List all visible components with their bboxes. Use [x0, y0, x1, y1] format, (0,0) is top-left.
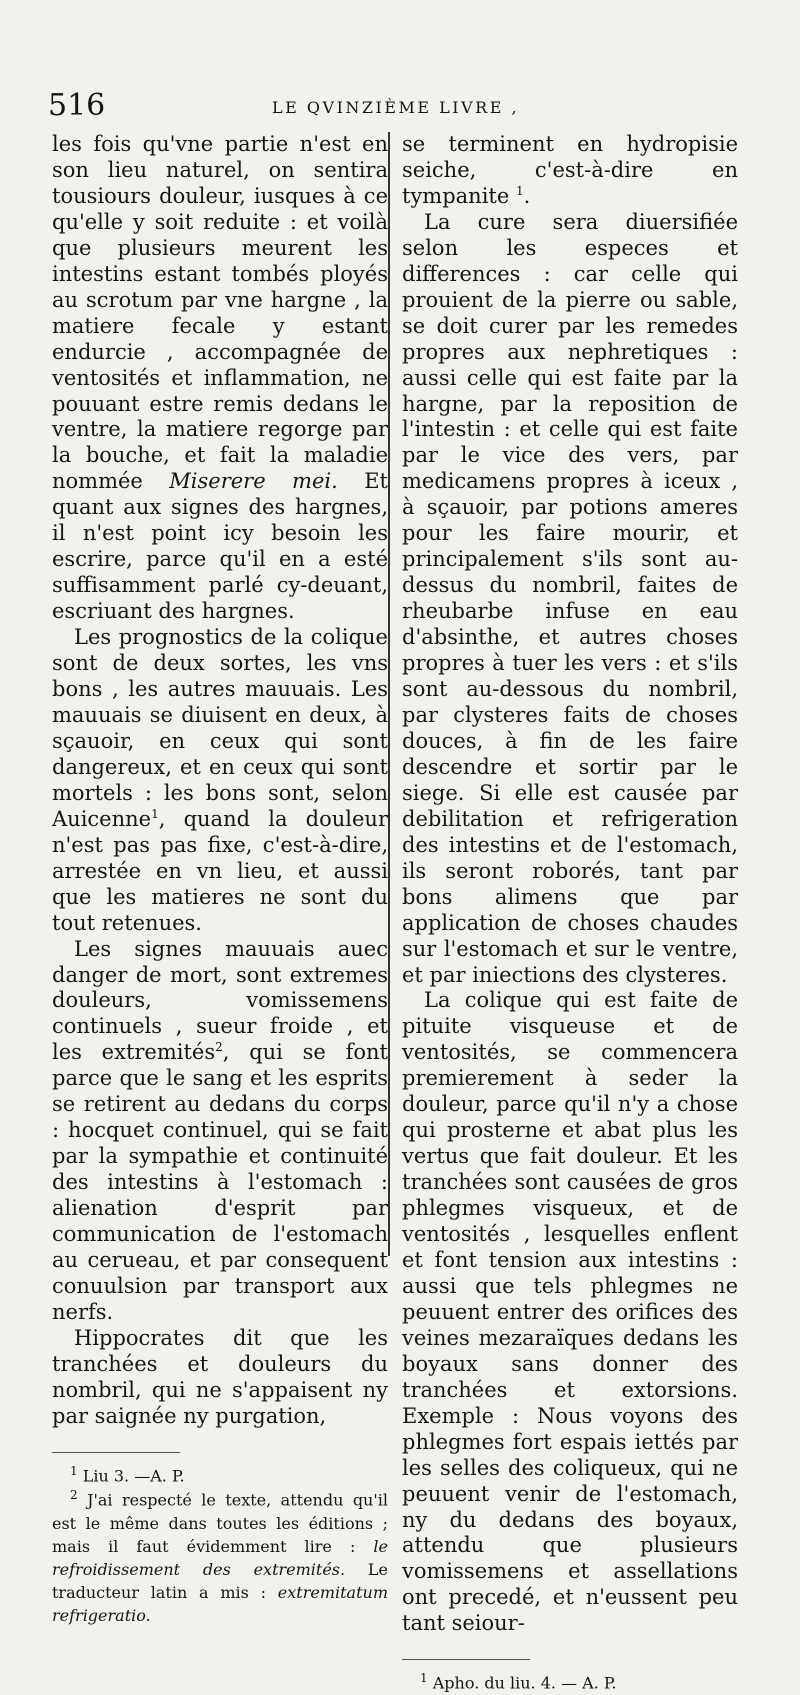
left-paragraph-4: Hippocrates dit que les tranchées et douleurs du nombril, qui ne s'appaisent ny par saignée ny purgation,: [52, 1325, 388, 1428]
left-column: [52, 132, 388, 1628]
right-paragraph-1: [402, 132, 738, 210]
footnote-2: [52, 1487, 388, 1627]
footnote-1: [52, 1463, 388, 1488]
right-paragraph-1-text: se terminent en hydropisie seiche, c'est-à-dire en tympanite: [402, 132, 738, 208]
footnote-2-text: J'ai respecté le texte, attendu qu'il est le même dans toutes les éditions ; mais il faut évidemment lire :: [52, 1490, 388, 1556]
footnote-rule: [52, 1452, 180, 1453]
right-column: [402, 132, 738, 1695]
footnote-1-marker: 1: [70, 1463, 78, 1478]
footnote-ref-right-1: 1: [515, 183, 524, 198]
left-paragraph-1-text-after: Et quant aux signes des hargnes, il n'est point icy besoin les escrire, parce qu'il en a esté suffisamment parlé cy-deuant, escriuant des hargnes.: [52, 469, 388, 624]
left-paragraph-1-italic: Miserere mei.: [169, 469, 338, 494]
footnote-rule-right: [402, 1659, 530, 1660]
footnote-ref-2: 2: [215, 1040, 223, 1055]
footnote-2-italic: le refroidissement des extremités.: [52, 1536, 388, 1580]
left-paragraph-2-text-after: , quand la douleur n'est pas pas fixe, c'est-à-dire, arrestée en vn lieu, et aussi que les matieres ne sont du tout retenues.: [52, 806, 388, 935]
right-paragraph-1-end: .: [523, 183, 531, 208]
footnote-2-italic-2: extremitatum refrigeratio.: [52, 1583, 388, 1626]
right-paragraph-2: La cure sera diuersifiée selon les especes et differences : car celle qui prouient de la pierre ou sable, se doit curer par les remedes propres aux nephretiques : aussi celle qui est faite par la hargne, par la reposition de l'intestin : et celle qui est faite par le vice des vers, par medicamens propres à iceux , à sçauoir, par potions ameres pour les faire mourir, et principalement s'ils sont au-dessus du nombril, faites de rheubarbe infuse en eau d'absinthe, et autres choses propres à tuer les vers : et s'ils sont au-dessous du nombril, par clysteres faits de choses douces, à fin de les faire descendre et sortir par le siege. Si elle est causée par debilitation et refrigeration des intestins et de l'estomach, ils seront roborés, tant par bons alimens que par application de choses chaudes sur l'estomach et sur le ventre, et par iniections des clysteres.: [402, 209, 738, 987]
left-paragraph-2: [52, 625, 388, 936]
page-number: 516: [48, 88, 106, 123]
left-paragraph-2-text: Les prognostics de la colique sont de deux sortes, les vns bons , les autres mauuais. Les mauuais se diuisent en deux, à sçauoir, en ceux qui sont dangereux, et en ceux qui sont mortels : les bons sont, selon Auicenne: [52, 625, 388, 831]
left-paragraph-3: [52, 937, 388, 1326]
left-paragraph-3-text: Les signes mauuais auec danger de mort, sont extremes douleurs, vomissemens continuels , sueur froide , et les extremités: [52, 936, 388, 1065]
left-paragraph-3-text-after: , qui se font parce que le sang et les esprits se retirent au dedans du corps : hocquet continuel, qui se fait par la sympathie et continuité des intestins à l'estomach : alienation d'esprit par communication de l'estomach au cerueau, et par consequent conuulsion par transport aux nerfs.: [52, 1040, 388, 1324]
right-paragraph-3: La colique qui est faite de pituite visqueuse et de ventosités, se commencera premierement à seder la douleur, parce qu'il n'y a chose qui prosterne et abat plus les vertus que fait douleur. Et les tranchées sont causées de gros phlegmes visqueux, et de ventosités , lesquelles enflent et font tension aux intestins : aussi que tels phlegmes ne peuuent entrer des orifices des veines mezaraïques dedans les boyaux sans donner des tranchées et extorsions. Exemple : Nous voyons des phlegmes fort espais iettés par les selles des coliqueux, qui ne peuuent venir de l'estomach, ny du dedans des boyaux, attendu que plusieurs vomissemens et assellations ont precedé, et n'eussent peu tant seiour-: [402, 988, 738, 1636]
footnote-right-1: [402, 1670, 738, 1695]
column-divider: [388, 132, 390, 1256]
footnote-right-1-marker: 1: [420, 1671, 428, 1686]
footnote-ref-1: 1: [151, 806, 159, 821]
footnote-right-1-text: Apho. du liu. 4. — A. P.: [432, 1673, 617, 1693]
running-head: LE QVINZIÈME LIVRE ,: [272, 98, 520, 117]
left-paragraph-1: [52, 132, 388, 625]
footnote-2-marker: 2: [70, 1488, 78, 1503]
footnote-1-text: Liu 3. —A. P.: [82, 1465, 185, 1485]
footnote-2-text-mid: Le traducteur latin a mis :: [52, 1560, 388, 1603]
left-paragraph-1-text: les fois qu'vne partie n'est en son lieu naturel, on sentira tousiours douleur, iusques à ce qu'elle y soit reduite : et voilà que plusieurs meurent les intestins estant tombés ployés au scrotum par vne hargne , la matiere fecale y estant endurcie , accompagnée de ventosités et inflammation, ne pouuant estre remis dedans le ventre, la matiere regorge par la bouche, et fait la maladie nommée: [52, 132, 388, 494]
